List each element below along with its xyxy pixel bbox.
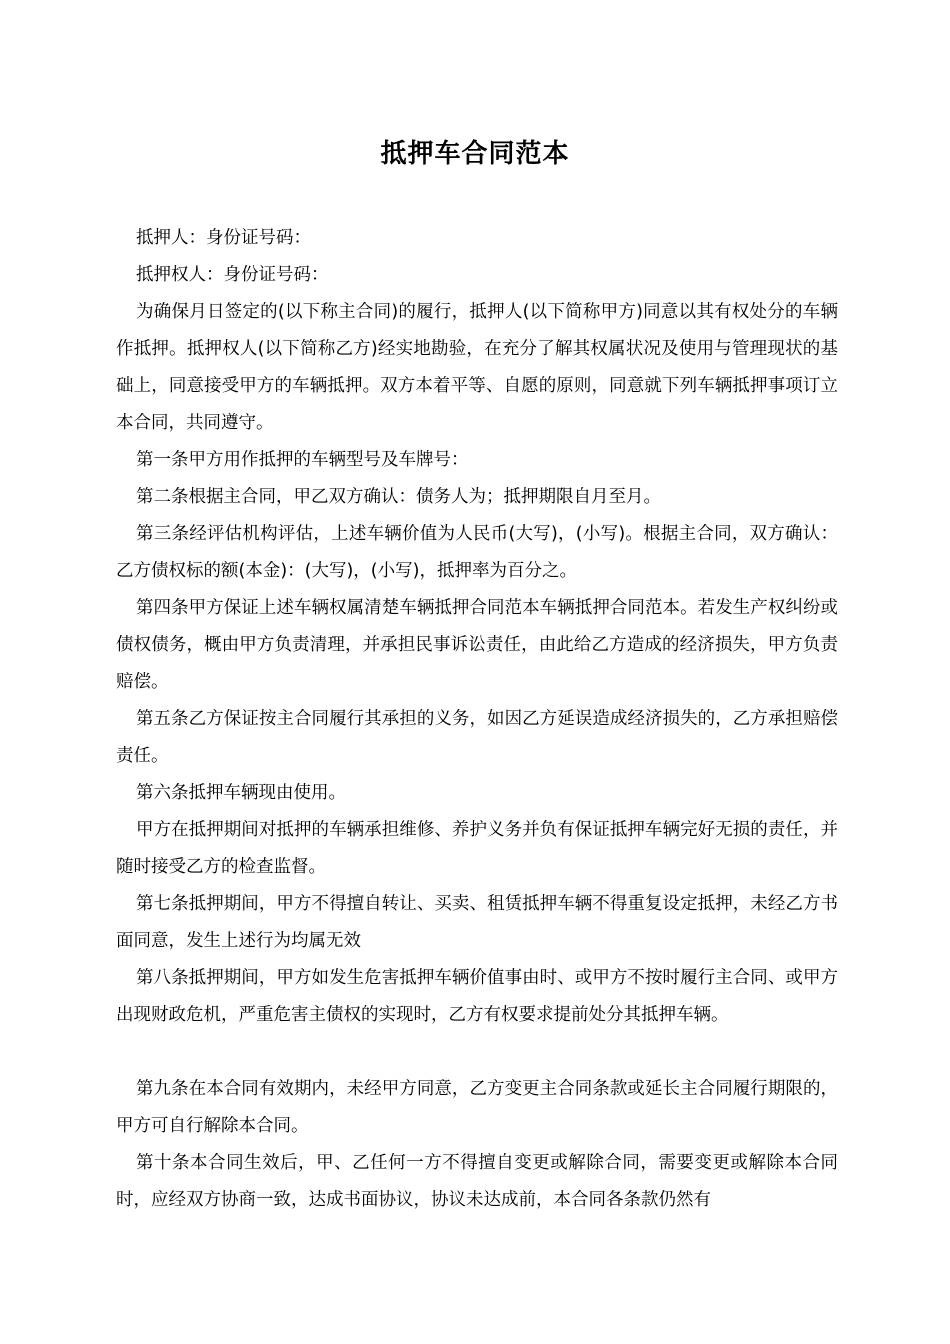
paragraph-article-2: 第二条根据主合同，甲乙双方确认：债务人为；抵押期限自月至月。 <box>136 487 661 507</box>
paragraph-mortgagee: 抵押权人：身份证号码： <box>136 265 329 285</box>
document-title: 抵押车合同范本 <box>380 139 570 169</box>
paragraph-article-10: 第十条本合同生效后，甲、乙任何一方不得擅自变更或解除合同，需要变更或解除本合同时，应经双方协商一致，达成书面协议，协议未达成前，本合同各条款仍然有 <box>116 1153 838 1210</box>
paragraph-article-1: 第一条甲方用作抵押的车辆型号及车牌号： <box>136 450 469 470</box>
paragraph-spacer <box>116 1034 838 1071</box>
paragraph-article-6: 第六条抵押车辆现由使用。 <box>136 783 346 803</box>
paragraph-article-9: 第九条在本合同有效期内，未经甲方同意，乙方变更主合同条款或延长主合同履行期限的，甲方可自行解除本合同。 <box>116 1079 838 1136</box>
document-body <box>116 220 838 1219</box>
paragraph-article-7: 第七条抵押期间，甲方不得擅自转让、买卖、租赁抵押车辆不得重复设定抵押，未经乙方书面同意，发生上述行为均属无效 <box>116 894 838 951</box>
paragraph-mortgagor: 抵押人：身份证号码： <box>136 228 311 248</box>
paragraph-article-8: 第八条抵押期间，甲方如发生危害抵押车辆价值事由时、或甲方不按时履行主合同、或甲方出现财政危机，严重危害主债权的实现时，乙方有权要求提前处分其抵押车辆。 <box>116 968 838 1025</box>
paragraph-article-4: 第四条甲方保证上述车辆权属清楚车辆抵押合同范本车辆抵押合同范本。若发生产权纠纷或债权债务，概由甲方负责清理，并承担民事诉讼责任，由此给乙方造成的经济损失，甲方负责赔偿。 <box>116 598 838 692</box>
paragraph-preamble: 为确保月日签定的(以下称主合同)的履行，抵押人(以下简称甲方)同意以其有权处分的车辆作抵押。抵押权人(以下简称乙方)经实地勘验，在充分了解其权属状况及使用与管理现状的基础上，同意接受甲方的车辆抵押。双方本着平等、自愿的原则，同意就下列车辆抵押事项订立本合同，共同遵守。 <box>116 302 838 433</box>
paragraph-article-5: 第五条乙方保证按主合同履行其承担的义务，如因乙方延误造成经济损失的，乙方承担赔偿责任。 <box>116 709 838 766</box>
paragraph-article-3: 第三条经评估机构评估，上述车辆价值为人民币(大写)，(小写)。根据主合同，双方确认：乙方债权标的额(本金)：(大写)，(小写)，抵押率为百分之。 <box>116 524 838 581</box>
paragraph-article-6-detail: 甲方在抵押期间对抵押的车辆承担维修、养护义务并负有保证抵押车辆完好无损的责任，并随时接受乙方的检查监督。 <box>116 820 838 877</box>
